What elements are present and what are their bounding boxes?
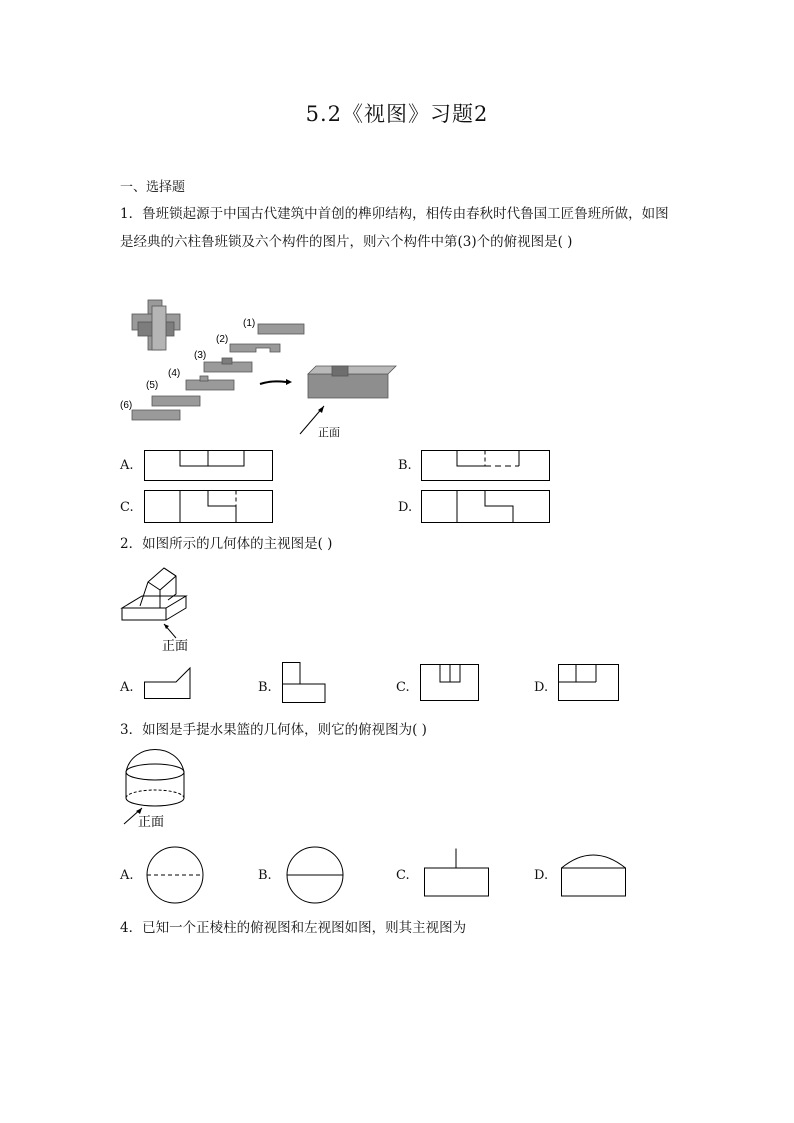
front-label: 正面 [318, 427, 340, 439]
page-title: 5.2《视图》习题2 [305, 102, 489, 126]
question-1-text: 1．鲁班锁起源于中国古代建筑中首创的榫卯结构，相传由春秋时代鲁国工匠鲁班所做，如图是经典的六柱鲁班锁及六个构件的图片，则六个构件中第(3)个的俯视图是( ) [120, 206, 669, 250]
q3-option-b-figure [284, 846, 346, 904]
q1-option-d-figure [421, 490, 551, 524]
q2-option-b-figure [282, 662, 328, 704]
q2-option-d-label: D. [534, 680, 549, 695]
question-4-text: 4．已知一个正棱柱的俯视图和左视图如图，则其主视图为 [120, 920, 467, 936]
piece-label-5: (5) [146, 380, 159, 391]
question-3-text: 3．如图是手提水果篮的几何体，则它的俯视图为( ) [120, 722, 427, 738]
q3-option-c-figure [424, 848, 490, 900]
piece-label-4: (4) [168, 368, 181, 379]
q2-option-c-label: C. [396, 680, 410, 695]
q1-option-b-figure [421, 450, 551, 482]
piece-label-6: (6) [120, 400, 133, 411]
q3-option-a-figure [144, 846, 206, 904]
q3-option-a-label: A. [120, 868, 134, 883]
q2-option-d-figure [558, 664, 620, 702]
q1-option-b-label: B. [398, 458, 412, 473]
q1-option-a-figure [144, 450, 274, 482]
q1-option-c-figure [144, 490, 274, 524]
piece-label-3: (3) [194, 350, 207, 361]
q2-option-a-label: A. [120, 680, 134, 695]
q1-option-d-label: D. [398, 500, 413, 515]
section-heading: 一、选择题 [120, 180, 186, 195]
q3-option-d-figure [561, 848, 627, 900]
question-2-figure [118, 562, 198, 654]
question-3-figure [118, 746, 198, 832]
q2-option-a-figure [144, 664, 194, 700]
q3-option-d-label: D. [534, 868, 549, 883]
q1-option-a-label: A. [120, 458, 134, 473]
question-1-figure [118, 296, 398, 439]
front-label: 正面 [162, 638, 189, 653]
q1-option-c-label: C. [120, 500, 134, 515]
q3-option-c-label: C. [396, 868, 410, 883]
piece-label-2: (2) [216, 334, 229, 345]
front-label: 正面 [138, 814, 165, 829]
piece-label-1: (1) [243, 318, 256, 329]
q2-option-b-label: B. [258, 680, 272, 695]
question-2-text: 2．如图所示的几何体的主视图是( ) [120, 536, 333, 552]
q2-option-c-figure [420, 664, 480, 702]
q3-option-b-label: B. [258, 868, 272, 883]
